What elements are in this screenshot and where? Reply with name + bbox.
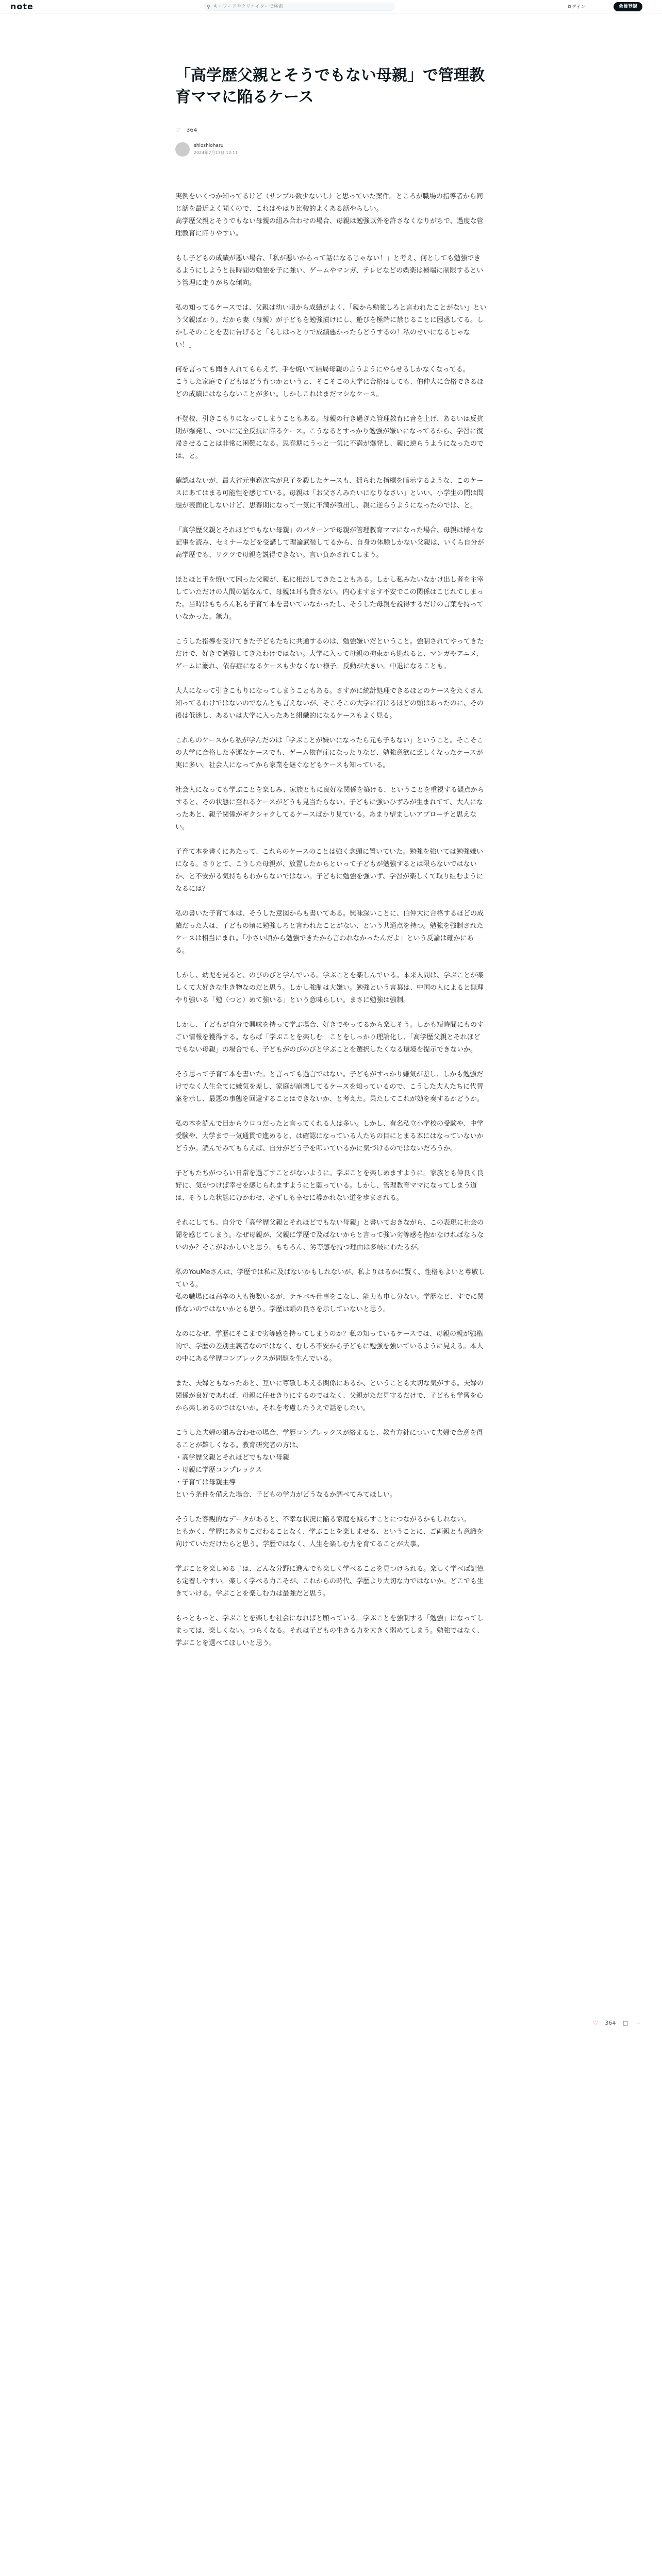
like-count: 364 (186, 127, 197, 133)
article-paragraph: しかし、子どもが自分で興味を持って学ぶ場合、好きでやってるから楽しそう。しかも短時間にものすごい情報を獲得する。ならば「学ぶことを楽しむ」ことをしっかり理論化し、「高学歴父親とそれほどでもない母親」の場合でも、子どもがのびのびと学ぶことを選択したくなる環境を提示できないか。 (175, 1021, 484, 1054)
signup-button[interactable]: 会員登録 (614, 2, 642, 11)
article-paragraph: 実例をいくつか知ってるけど（サンプル数少ないし）と思っていた案件。ところが職場の指導者から同じ話を最近よく聞くので、これはやはり比較的よくある話やらしい。 高学歴父親とそうでもない母親の組み合わせの場合、母親は勉強以外を許さなくなりがちで、過度な管理教育に陥りやすい。 (175, 193, 484, 238)
article-paragraph: こうした指導を受けてきた子どもたちに共通するのは、勉強嫌いだということ。強制されてやってきただけで、好きで勉強してきたわけではない。大学に入って母親の拘束から逃れると、マンガやアニメ、ゲームに溺れ、依存症になるケースも少なくない様子。反動が大きい。中退になることも。 (175, 638, 484, 670)
author-name[interactable]: shioshioharu (194, 143, 224, 148)
heart-icon[interactable]: ♡ (175, 127, 180, 133)
article-paragraph: こうした夫婦の組み合わせの場合、学歴コンプレックスが絡まると、教育方針について夫婦で合意を得ることが難しくなる。教育研究者の方は、 ・高学歴父親とそれほどでもない母親 ・母親に学歴コンプレックス ・子育ては母親主導 という条件を備えた場合、子どもの学力がどうなるか調べてみてほしい。 (175, 1429, 483, 1499)
article-paragraph: ほとほと手を焼いて困った父親が、私に相談してきたこともある。しかし私みたいなかけ出し者を主宰していただけの人間の話なんて、母親は耳も貸さない。内心ますます不安でこの関係はこじれてしまった。当時はもちろん私も子育て本を書いていなかったし、そうした母親を説得するだけの言葉を持っていなかった。無力。 (175, 576, 484, 621)
article-paragraph: 私の知ってるケースでは、父親は幼い頃から成績がよく、「親から勉強しろと言われたことがない」という父親ばかり。だから妻（母親）が子どもを勉強漬けにし、遊びを極端に禁じることに困惑してる。しかしそのことを妻に告げると「もしはっとりで成績悪かったらどうするの！私のせいになるじゃない！」 (175, 304, 487, 349)
article-paragraph: また、夫婦ともなったあと、互いに尊敬しあえる関係にあるか、ということも大切な気がする。夫婦の関係が良好であれば、母親に任せきりにするのではなく、父親がただ見守るだけで、子どもも学習を心から楽しめるのではないか。それを考慮したうえで話をしたい。 (175, 1380, 484, 1412)
article-paragraph: もし子どもの成績が悪い場合、「私が悪いからって話になるじゃない！」と考え、何としても勉強できるようにしようと長時間の勉強を子に強い、ゲームやマンガ、テレビなどの娯楽は極端に制限するという管理に走りがちな傾向。 (175, 255, 484, 287)
article-paragraph: 私の本を読んで目からウロコだったと言ってくれる人は多い。しかし、有名私立小学校の受験や、中学受験や、大学まで一気通貫で進めると、は確認になっている人たちの目にとまる本にはなっていないかどうか。読んでみてもらえば、自分がどう子を叩いているかに気づけるのではないだろうか。 (175, 1120, 484, 1153)
article-paragraph: 「高学歴父親とそれほどでもない母親」のパターンで母親が管理教育ママになった場合、母親は様々な記事を読み、セミナーなどを受講して理論武装してるから、自身の体験しかない父親は、いくら自分が高学歴でも、リクツで母親を説得できない。言い負かされてしまう。 (175, 527, 484, 559)
search-placeholder: キーワードやクリエイターで検索 (213, 4, 283, 9)
article-paragraph: 学ぶことを楽しめる子は、どんな分野に進んでも楽しく学べることを見つけられる。楽しく学べば記憶も定着しやすい。楽しく学べる力こそが、これからの時代、学歴より大切な力ではないか。どこでも生きていける。学ぶことを楽しむ力は最強だと思う。 (175, 1565, 484, 1598)
login-link[interactable]: ログイン (567, 5, 586, 10)
article-paragraph: そうした客観的なデータがあると、不幸な状況に陥る家庭を減らすことにつながるかもしれない。 ともかく、学歴にあまりこだわることなく、学ぶことを楽しませる、ということに、ご両親とも意識を向けていただけたらと思う。学歴ではなく、人生を楽しむ力を育てることが大事。 (175, 1516, 484, 1548)
article-paragraph: 社会人になっても学ぶことを楽しみ、家族ともに良好な関係を築ける、ということを重視する観点からすると、その状態に至れるケースがどうも見当たらない。子どもに強いひずみが生まれてて、大人になったあと、親子関係がギクシャクしてるケースばかり見ている。あまり望ましいアプローチと思えない。 (175, 786, 484, 831)
article-paragraph: 私の書いた子育て本は、そうした意図からも書いてある。興味深いことに、伯仲大に合格するほどの成績だった人は、子どもの頃に勉強しろと言われたことがない、という共通点を持つ。勉強を強制されたケースは相当にまれ。「小さい頃から勉強できたから言われなかったんだよ」という反論は確かにある。 (175, 910, 484, 955)
article-paragraph: 確認はないが、最大省元事務次官が息子を殺したケースも、揺られた指標を暗示するような、このケースにあてはまる可能性を感じている。母親は「お父さんみたいになりなさい」といい、小学生の間は問題が表面化しないけど、思春期になって一気に不満が噴出し、親に逆らうようになったのでは、と。 (175, 477, 484, 510)
article-paragraph: 大人になって引きこもりになってしまうこともある。さすがに統計処理できるほどのケースをたくさん知ってるわけではないのでなんとも言えないが、そこそこの大学に行けるほどの頭はあったのに、その後は低迷し、あるいは大学に入ったあと組織的になるケースもよく見る。 (175, 687, 484, 720)
floating-actions (593, 2020, 646, 2026)
article-paragraph: 何を言っても聞き入れてもらえず、手を焼いて結局母親の言うようにやらせるしかなくなってる。 こうした家庭で子どもはどう育つかというと、そこそこの大学に合格はしても、伯仲大に合格できるほどの成績にはならないことが多い。しかしこれはまだマシなケース。 (175, 366, 484, 398)
article-title: 「高学歴父親とそうでもない母親」で管理教育ママに陥るケース (175, 66, 485, 106)
article-paragraph: しかし、幼児を見ると、のびのびと学んでいる。学ぶことを楽しんでいる。本来人間は、学ぶことが楽しくて大好きな生き物なのだと思う。しかし強制は大嫌い。勉強という言葉は、中国の人によると無理やり強いる「勉（つと）めて強いる」という意味らしい。まさに勉強は強制。 (175, 972, 484, 1004)
side-like-count: 364 (605, 2020, 616, 2026)
note-logo[interactable]: note (10, 2, 34, 11)
article-paragraph: なのになぜ、学歴にそこまで劣等感を持ってしまうのか？私の知っているケースでは、母親の親が強権的で、学歴の差別主義者なのではなく、むしろ不安から子どもに勉強を強いているように見える。本人の中にある学歴コンプレックスが問題を生んでいる。 (175, 1330, 484, 1363)
search-icon: ⚲ (207, 5, 210, 10)
avatar[interactable] (175, 142, 190, 157)
article-paragraph: 私のYouMeさんは、学歴では私に及ばないかもしれないが、私よりはるかに賢く、性格もよいと尊敬している。 私の職場には高卒の人も複数いるが、テキパキ仕事をこなし、能力も申し分ない。学歴など、すでに関係ないのではないかとも思う。学歴は頭の良さを示していないと思う。 (175, 1268, 485, 1313)
author-info (175, 142, 487, 158)
article-paragraph: それにしても、自分で「高学歴父親とそれほどでもない母親」と書いておきながら、この表現に社会の闇を感じてしまう。なぜ母親が、父親に学歴で及ばないからと言って強い劣等感を抱かなければならないのか？そこがおかしいと思う。もちろん、劣等感を持つ理由は多岐にわたるが。 (175, 1219, 484, 1251)
search-input[interactable] (204, 3, 394, 11)
article-paragraph: 子育て本を書くにあたって、これらのケースのことは強く念頭に置いていた。勉強を強いては勉強嫌いになる。さりとて、こうした母親が、放置したからといって子どもが勉強するとは限らないではないか、と不安がる気持ちもわからないではない。子どもに勉強を強いず、学習が楽しくて取り組むようになるには？ (175, 848, 484, 893)
article-paragraph: 不登校、引きこもりになってしまうこともある。母親の行き過ぎた管理教育に音を上げ、あるいは反抗期が爆発し、ついに完全反抗に陥るケース。こうなるとすっかり勉強が嫌いになってるから、学習に復帰させることは非常に困難になる。思春期にうっと一気に不満が爆発し、親に逆らうようになったのでは、と。 (175, 415, 484, 460)
bookmark-icon[interactable]: □ (622, 2020, 628, 2026)
heart-icon[interactable]: ♡ (593, 2020, 598, 2026)
article-paragraph: そう思って子育て本を書いた。と言っても過言ではない。子どもがすっかり嫌気が差し、しかも勉強だけでなく人生全てに嫌気を差し、家庭が崩壊してるケースを知っているので、こうした大人たちに代替案を示し、最悪の事態を回避することはできないか、と考えた。果たしてこれが効を奏するかどうか。 (175, 1071, 484, 1103)
article-body (175, 191, 487, 1662)
like-count-top (175, 127, 487, 133)
more-icon[interactable]: ⋯ (635, 2020, 641, 2026)
publish-date: 2024年7月13日 12:11 (194, 150, 238, 155)
article-paragraph: これらのケースから私が学んだのは「学ぶことが嫌いになったら元も子もない」ということ。そこそこの大学に合格した幸運なケースでも、ゲーム依存症になったりなど、勉強意欲に乏しくなったケースが実に多い。社会人になってから家業を継ぐなどもケースも知っている。 (175, 737, 484, 769)
site-header (0, 0, 662, 13)
article-paragraph: もっともっと、学ぶことを楽しむ社会になればと願っている。学ぶことを強制する「勉強」になってしまっては、楽しくない。つらくなる。それは子どもの生きる力を大きく弱めてしまう。勉強ではなく、学ぶことを選べてほしいと思う。 (175, 1615, 484, 1647)
article-paragraph: 子どもたちがつらい日常を過ごすことがないように。学ぶことを楽しめますように。家族とも仲良く良好に、気がつけば幸せを感じられますようにと願っている。しかし、管理教育ママになってしまう道は、そうした状態にむかわせ、必ずしも幸せに導かれない道を歩まされる。 (175, 1170, 484, 1202)
